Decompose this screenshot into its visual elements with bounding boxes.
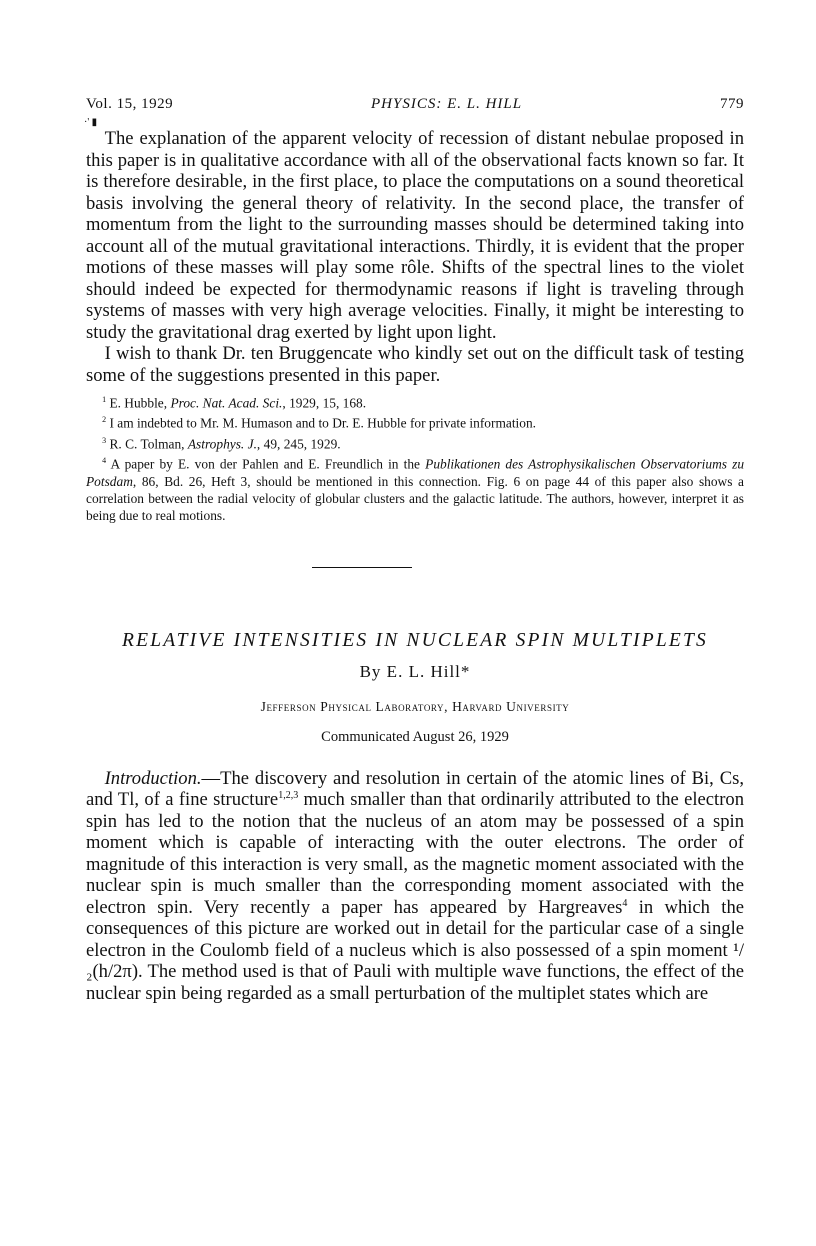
paragraph-acknowledgment: I wish to thank Dr. ten Bruggencate who kindly set out on the difficult task of testing some of the suggestions presented in this paper. — [86, 343, 744, 386]
intro-label: Introduction. — [104, 767, 202, 789]
paragraph-introduction: Introduction.—The discovery and resolution in certain of the atomic lines of Bi, Cs, and Tl, of a fine structure$^{1,2,3}$ much smaller than that ordinarily attributed to the electron spin has led to the notion that the nucleus of an atom may be possessed of a spin moment which is capable of interacting with the outer electrons. The order of magnitude of this interaction is very small, as the magnetic moment associated with the nuclear spin is much smaller than the corresponding moment associated with the electron spin. Very recently a paper has appeared by Hargreaves$^4$ in which the consequences of this picture are worked out in detail for the particular case of a single electron in the Coulomb field of a nucleus which is also possessed of a spin moment ¹/₂(h/2π). The method used is that of Pauli with multiple wave functions, the effect of the nuclear spin being regarded as a small perturbation of the multiplet states which are — [86, 767, 744, 1004]
footnote-ref: 4 — [622, 897, 628, 909]
stray-print-mark: ·' ▮ — [84, 117, 98, 128]
footnote-3: $^3$ R. C. Tolman, Astrophys. J., 49, 245, 1929. — [102, 435, 341, 452]
footnote-number: 4 — [102, 456, 107, 466]
divider-rule — [312, 567, 412, 569]
journal-page — [86, 96, 744, 1004]
footnote-number: 1 — [102, 395, 107, 404]
running-title: PHYSICS: E. L. HILL — [370, 96, 523, 112]
footnote-number: 2 — [102, 415, 107, 425]
article-title: RELATIVE INTENSITIES IN NUCLEAR SPIN MULTIPLETS — [121, 629, 708, 651]
page-number: 779 — [720, 96, 744, 112]
article-byline: By E. L. Hill* — [359, 661, 471, 681]
article-affiliation: Jefferson Physical Laboratory, Harvard University — [260, 698, 570, 714]
communicated-date: Communicated August 26, 1929 — [321, 728, 509, 745]
footnote-1: $^1$ E. Hubble, Proc. Nat. Acad. Sci., 1929, 15, 168. — [102, 395, 367, 411]
footnote-4: $^4$ A paper by E. von der Pahlen and E. Freundlich in the Publikationen des Astrophysikalischen Observatoriums zu Potsdam, 86, Bd. 26, Heft 3, should be mentioned in this connection. Fig. 6 on page 44 of this paper also shows a correlation between the radial velocity of globular clusters and the galactic latitude. The authors, however, interpret it as being due to real motions. — [86, 456, 745, 523]
footnotes — [86, 391, 744, 524]
volume-label: Vol. 15, 1929 — [86, 96, 174, 112]
page-header — [86, 96, 744, 118]
section-divider — [86, 567, 744, 568]
footnote-2: $^2$ I am indebted to Mr. M. Humason and to Dr. E. Hubble for private information. — [102, 415, 536, 431]
footnote-number: 3 — [102, 435, 107, 445]
footnote-ref: 1,2,3 — [278, 790, 299, 802]
paragraph-conclusion: The explanation of the apparent velocity of recession of distant nebulae proposed in this paper is in qualitative accordance with all of the observational facts known so far. It is therefore desirable, in the first place, to place the computations on a sound theoretical basis involving the general theory of relativity. In the second place, the transfer of momentum from the light to the surrounding masses should be determined taking into account all of the mutual gravitational interactions. Thirdly, it is evident that the proper motions of these masses will play some rôle. Shifts of the spectral lines to the violet should indeed be expected for thermodynamic reasons if light is traveling through systems of masses with very high average velocities. Finally, it might be interesting to study the gravitational drag exerted by light upon light. — [86, 128, 744, 343]
